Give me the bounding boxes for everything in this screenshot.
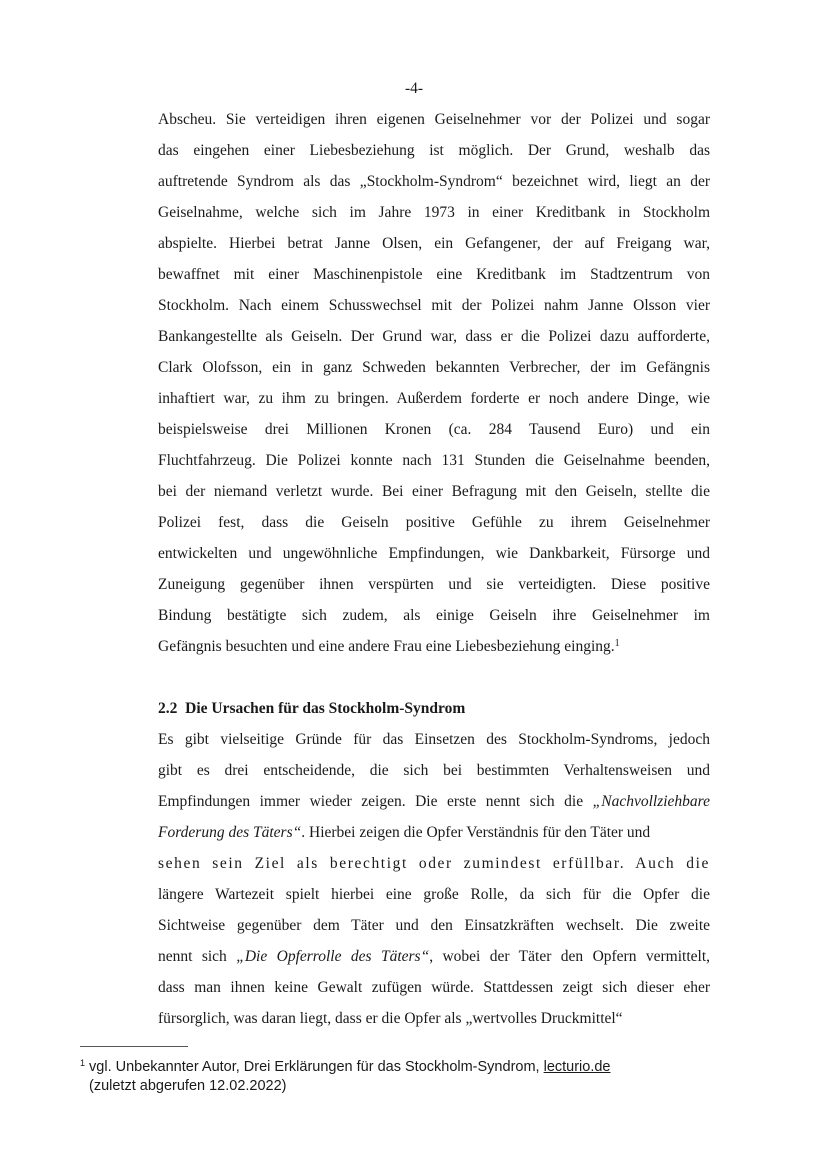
footnote-text: vgl. Unbekannter Autor, Drei Erklärungen für das Stockholm-Syndrom, bbox=[85, 1059, 544, 1075]
text-line bbox=[158, 786, 710, 817]
text-line: inhaftiert war, zu ihm zu bringen. Außerdem forderte er noch andere Dinge, wie bbox=[158, 390, 710, 407]
text-line: Bindung bestätigte sich zudem, als einige Geiseln ihre Geiselnehmer im bbox=[158, 607, 710, 624]
text-line: dass man ihnen keine Gewalt zufügen würde. Stattdessen zeigt sich dieser eher bbox=[158, 979, 710, 996]
page-number: -4- bbox=[404, 80, 424, 97]
text-line bbox=[158, 817, 710, 848]
footnote-line-1 bbox=[80, 1058, 760, 1077]
text-line bbox=[158, 941, 710, 972]
section-body bbox=[158, 693, 710, 1034]
text-line: abspielte. Hierbei betrat Janne Olsen, ein Gefangener, der auf Freigang war, bbox=[158, 235, 710, 252]
text-line: Fluchtfahrzeug. Die Polizei konnte nach 131 Stunden die Geiselnahme beenden, bbox=[158, 452, 710, 469]
text-line: auftretende Syndrom als das „Stockholm-Syndrom“ bezeichnet wird, liegt an der bbox=[158, 173, 710, 190]
footnote bbox=[80, 1058, 760, 1096]
text-line: Es gibt vielseitige Gründe für das Einsetzen des Stockholm-Syndroms, jedoch bbox=[158, 731, 710, 748]
footnote-reference: 1 bbox=[614, 638, 620, 649]
text-line: Geiselnahme, welche sich im Jahre 1973 in einer Kreditbank in Stockholm bbox=[158, 204, 710, 221]
text-segment: . Hierbei zeigen die Opfer Verständnis für den Täter und bbox=[301, 824, 651, 841]
text-line: entwickelten und ungewöhnliche Empfindungen, wie Dankbarkeit, Fürsorge und bbox=[158, 545, 710, 562]
italic-term: „Die Opferrolle des Täters“ bbox=[236, 948, 430, 965]
text-line: gibt es drei entscheidende, die sich bei bestimmten Verhaltensweisen und bbox=[158, 762, 710, 779]
text-segment: nennt sich bbox=[158, 948, 227, 965]
section-heading: 2.2 Die Ursachen für das Stockholm-Syndrom bbox=[158, 700, 466, 717]
text-line: Sichtweise gegenüber dem Täter und den Einsatzkräften wechselt. Die zweite bbox=[158, 917, 710, 934]
text-segment: , wobei der Täter den Opfern vermittelt, bbox=[429, 948, 711, 965]
italic-term: Forderung des Täters“ bbox=[158, 824, 302, 841]
text-line bbox=[158, 631, 710, 662]
text-line: bewaffnet mit einer Maschinenpistole eine Kreditbank im Stadtzentrum von bbox=[158, 266, 710, 283]
text-line: Clark Olofsson, ein in ganz Schweden bekannten Verbrecher, der im Gefängnis bbox=[158, 359, 710, 376]
text-line: beispielsweise drei Millionen Kronen (ca. 284 Tausend Euro) und ein bbox=[158, 421, 710, 438]
text-line: Stockholm. Nach einem Schusswechsel mit der Polizei nahm Janne Olsson vier bbox=[158, 297, 710, 314]
paragraph-1 bbox=[158, 104, 710, 662]
text-line: sehen sein Ziel als berechtigt oder zumindest erfüllbar. Auch die bbox=[158, 855, 710, 872]
text-line: Abscheu. Sie verteidigen ihren eigenen Geiselnehmer vor der Polizei und sogar bbox=[158, 111, 710, 128]
text-line: längere Wartezeit spielt hierbei eine große Rolle, da sich für die Opfer die bbox=[158, 886, 710, 903]
text-line: bei der niemand verletzt wurde. Bei einer Befragung mit den Geiseln, stellte die bbox=[158, 483, 710, 500]
footnote-link[interactable]: lecturio.de bbox=[543, 1059, 611, 1075]
text-line: fürsorglich, was daran liegt, dass er die Opfer als „wertvolles Druckmittel“ bbox=[158, 1010, 623, 1027]
text-line: Polizei fest, dass die Geiseln positive Gefühle zu ihrem Geiselnehmer bbox=[158, 514, 710, 531]
text-line-content: Gefängnis besuchten und eine andere Frau eine Liebesbeziehung einging. bbox=[158, 638, 615, 655]
footnote-separator bbox=[80, 1046, 188, 1047]
footnote-marker: 1 bbox=[80, 1058, 86, 1068]
footnote-line-2: (zuletzt abgerufen 12.02.2022) bbox=[89, 1078, 287, 1094]
text-line: das eingehen einer Liebesbeziehung ist möglich. Der Grund, weshalb das bbox=[158, 142, 710, 159]
text-segment: Empfindungen immer wieder zeigen. Die erste nennt sich die bbox=[158, 793, 584, 810]
text-line: Bankangestellte als Geiseln. Der Grund war, dass er die Polizei dazu aufforderte, bbox=[158, 328, 710, 345]
text-line: Zuneigung gegenüber ihnen verspürten und sie verteidigten. Diese positive bbox=[158, 576, 710, 593]
italic-term: „Nachvollziehbare bbox=[592, 793, 711, 810]
